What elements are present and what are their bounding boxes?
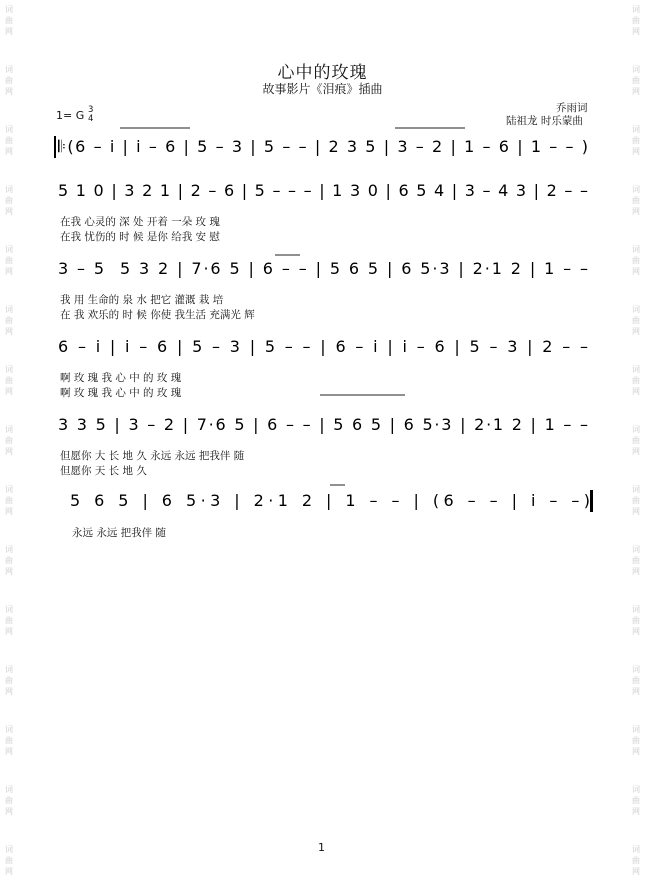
lyric-line: 我 用 生命的 泉 水 把它 灌溉 栽 培 [60,294,224,306]
watermark-text: 词曲网 [632,845,640,876]
watermark-text: 词曲网 [5,665,13,696]
watermark-text: 词曲网 [5,365,13,396]
watermark-text: 词曲网 [5,845,13,876]
watermark-text: 词曲网 [632,5,640,36]
watermark-text: 词曲网 [5,185,13,216]
lyric-line: 永远 永远 把我伴 随 [72,527,167,539]
notation-line-4: 6 – i | i – 6 | 5 – 3 | 5 – – | 6 – i | i – 6 | 5 – 3 | 2 – – [58,337,588,356]
watermark-text: 词曲网 [5,725,13,756]
final-barline [590,490,593,512]
watermark-text: 词曲网 [5,425,13,456]
lyric-line: 但愿你 天 长 地 久 [60,465,147,477]
repeat-start-barline [54,136,56,158]
lyric-line: 但愿你 大 长 地 久 永远 永远 把我伴 随 [60,450,245,462]
watermark-text: 词曲网 [5,125,13,156]
watermark-text: 词曲网 [632,185,640,216]
watermark-text: 词曲网 [632,725,640,756]
watermark-text: 词曲网 [5,545,13,576]
time-signature-top: 3 [88,105,94,115]
page-number: 1 [318,841,325,854]
watermark-text: 词曲网 [632,125,640,156]
notation-line-3: 3 – 5 5 3 2 | 7·6 5 | 6 – – | 5 6 5 | 6 5·3 | 2·1 2 | 1 – – [58,259,589,278]
watermark-text: 词曲网 [632,605,640,636]
watermark-text: 词曲网 [5,605,13,636]
lyric-line: 在我 心灵的 深 处 开着 一朵 玫 瑰 [60,216,220,228]
notation-line-2: 5 1 0 | 3 2 1 | 2 – 6 | 5 – – – | 1 3 0 | 6 5 4 | 3 – 4 3 | 2 – – [58,181,588,200]
watermark-text: 词曲网 [632,305,640,336]
watermark-text: 词曲网 [5,5,13,36]
key-signature: 1= G [56,109,85,122]
watermark-text: 词曲网 [632,545,640,576]
song-subtitle: 故事影片《泪痕》插曲 [262,82,383,96]
lyric-line: 在 我 欢乐的 时 候 你使 我生活 充满光 辉 [60,309,255,321]
lyric-line: 啊 玫 瑰 我 心 中 的 玫 瑰 [60,387,182,399]
notation-line-6: 5 6 5 | 6 5·3 | 2·1 2 | 1 – – | (6 – – | i – –) [70,491,590,510]
notation-line-1: 𝄆(6 – i | i – 6 | 5 – 3 | 5 – – | 2 3 5 | 3 – 2 | 1 – 6 | 1 – – ) [58,137,588,156]
lyricist-credit: 乔雨词 [556,102,588,114]
lyric-line: 在我 忧伤的 时 候 是你 给我 安 慰 [60,231,220,243]
watermark-text: 词曲网 [632,65,640,96]
watermark-text: 词曲网 [5,485,13,516]
lyric-line: 啊 玫 瑰 我 心 中 的 玫 瑰 [60,372,182,384]
watermark-text: 词曲网 [632,665,640,696]
watermark-text: 词曲网 [632,485,640,516]
song-title: 心中的玫瑰 [277,63,368,83]
composer-credit: 陆祖龙 时乐蒙曲 [506,115,583,127]
watermark-text: 词曲网 [632,425,640,456]
notation-line-5: 3 3 5 | 3 – 2 | 7·6 5 | 6 – – | 5 6 5 | 6 5·3 | 2·1 2 | 1 – – [58,415,589,434]
watermark-text: 词曲网 [632,365,640,396]
watermark-text: 词曲网 [5,245,13,276]
time-signature-bottom: 4 [88,113,94,124]
watermark-text: 词曲网 [632,245,640,276]
watermark-text: 词曲网 [632,785,640,816]
watermark-text: 词曲网 [5,305,13,336]
watermark-text: 词曲网 [5,65,13,96]
watermark-text: 词曲网 [5,785,13,816]
